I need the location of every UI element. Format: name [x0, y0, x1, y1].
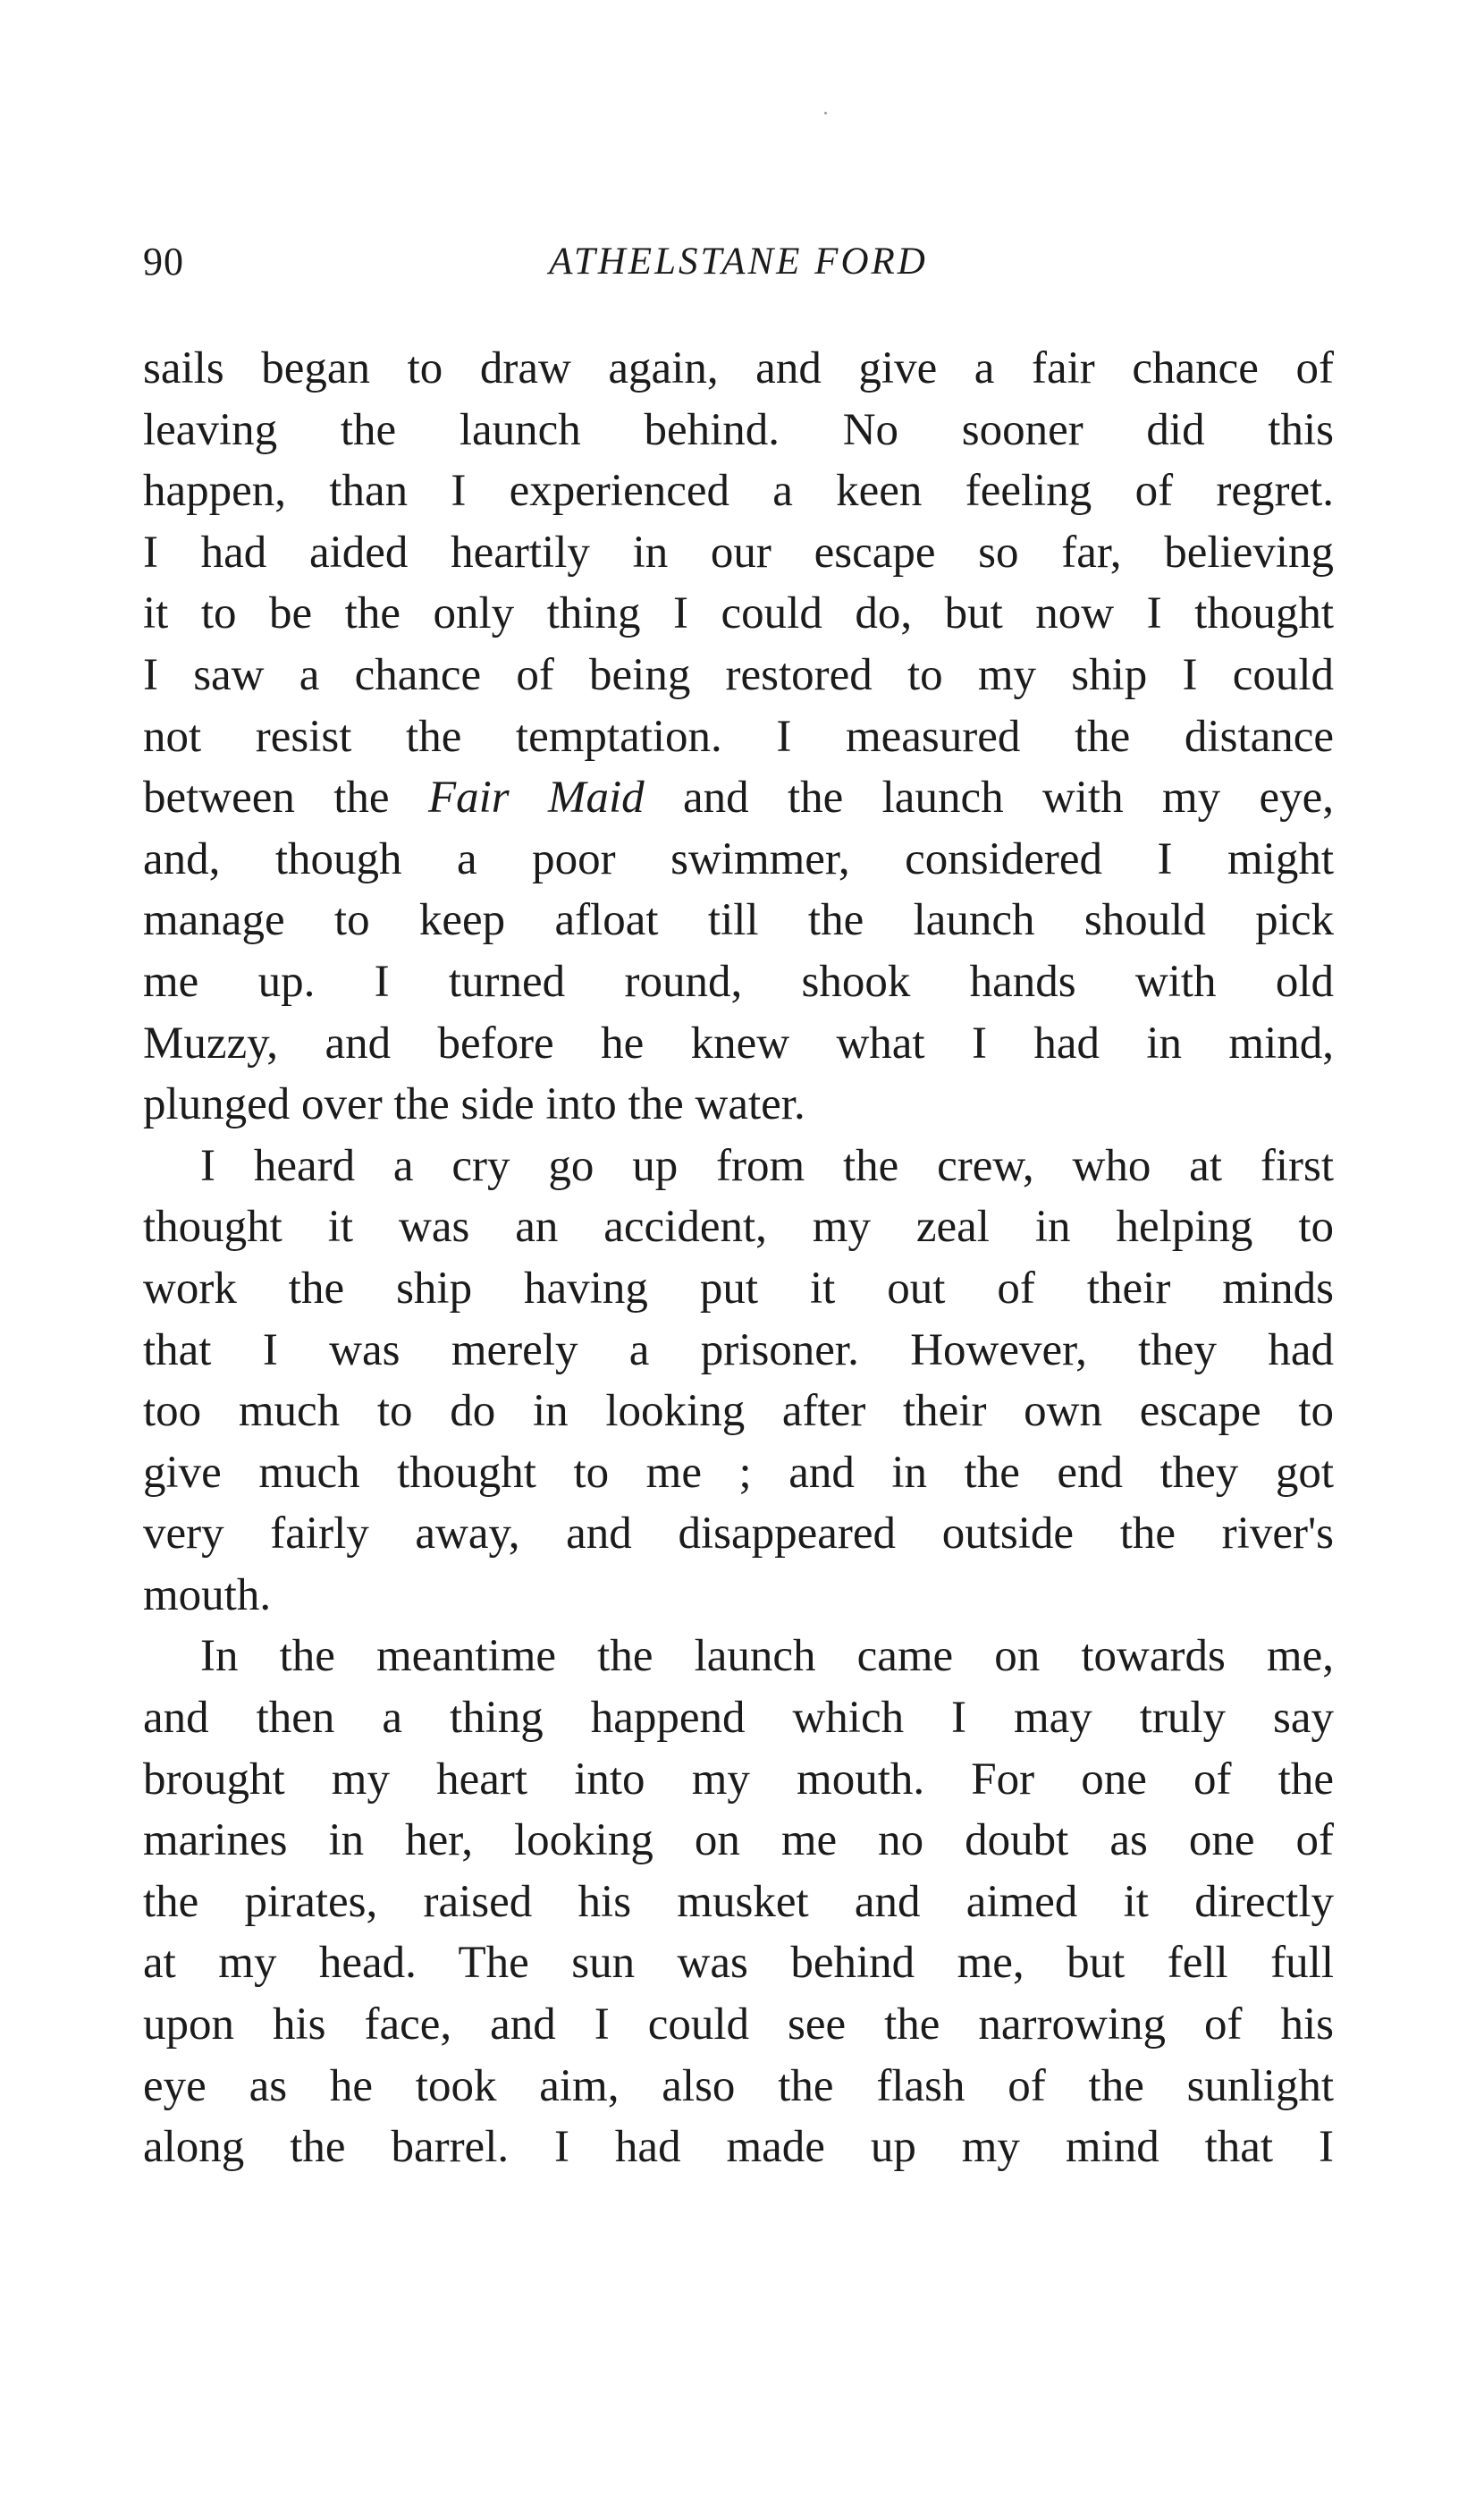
text-line: along the barrel. I had made up my mind that I	[143, 2122, 1334, 2173]
text-line: work the ship having put it out of their minds	[143, 1263, 1334, 1314]
text-line: give much thought to me ; and in the end they got	[143, 1447, 1334, 1498]
text-line: that I was merely a prisoner. However, they had	[143, 1324, 1334, 1375]
text-line: I heard a cry go up from the crew, who at first	[200, 1140, 1334, 1191]
text-line: the pirates, raised his musket and aimed it directly	[143, 1876, 1334, 1927]
text-line: In the meantime the launch came on towards me,	[200, 1631, 1334, 1682]
text-line: eye as he took aim, also the flash of the sunlight	[143, 2060, 1334, 2111]
text-line	[143, 767, 1334, 829]
text-line: plunged over the side into the water.	[143, 1079, 805, 1130]
body-text	[143, 338, 1334, 2178]
text-line: I had aided heartily in our escape so far, believing	[143, 527, 1334, 578]
text-fragment: and the launch with my eye,	[644, 773, 1335, 824]
text-line: very fairly away, and disappeared outside the river's	[143, 1509, 1334, 1560]
running-head	[143, 231, 1334, 293]
text-line: at my head. The sun was behind me, but fell full	[143, 1938, 1334, 1989]
text-line: it to be the only thing I could do, but now I thought	[143, 588, 1334, 639]
text-line: brought my heart into my mouth. For one of the	[143, 1754, 1334, 1805]
paragraph-2	[143, 1136, 1334, 1627]
running-title: ATHELSTANE FORD	[549, 241, 928, 283]
ship-name: Fair Maid	[427, 773, 645, 824]
text-line: thought it was an accident, my zeal in helping to	[143, 1202, 1334, 1253]
text-line: and then a thing happend which I may truly say	[143, 1693, 1334, 1744]
text-line: me up. I turned round, shook hands with old	[143, 956, 1334, 1007]
page-number: 90	[143, 240, 184, 283]
paragraph-1	[143, 338, 1334, 1136]
text-line: Muzzy, and before he knew what I had in mind,	[143, 1018, 1334, 1069]
text-line: mouth.	[143, 1569, 272, 1620]
text-line: too much to do in looking after their own escape to	[143, 1386, 1334, 1437]
text-line: upon his face, and I could see the narrowing of his	[143, 1999, 1334, 2050]
text-line: leaving the launch behind. No sooner did this	[143, 404, 1334, 455]
text-line: happen, than I experienced a keen feeling of regret.	[143, 466, 1334, 517]
text-line: manage to keep afloat till the launch should pick	[143, 895, 1334, 946]
text-line: not resist the temptation. I measured the distance	[143, 711, 1334, 762]
text-line: sails began to draw again, and give a fair chance of	[143, 343, 1334, 393]
text-line: and, though a poor swimmer, considered I might	[143, 833, 1334, 884]
text-fragment: between the	[143, 773, 428, 824]
text-line: marines in her, looking on me no doubt as one of	[143, 1815, 1334, 1866]
paper-speck	[824, 112, 827, 114]
paragraph-3	[143, 1626, 1334, 2177]
text-line: I saw a chance of being restored to my ship I could	[143, 649, 1334, 700]
